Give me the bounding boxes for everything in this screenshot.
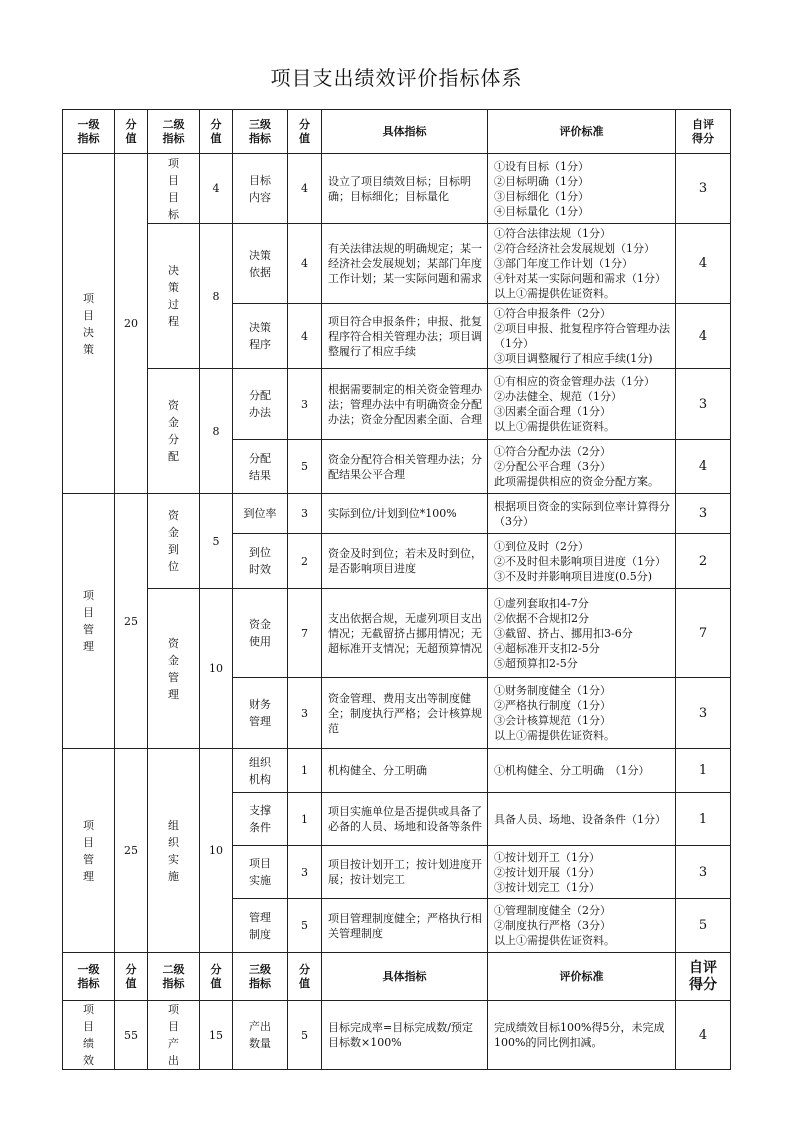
score2-cell: 5 bbox=[200, 494, 233, 589]
indicator-cell: 根据需要制定的相关资金管理办法；管理办法中有明确资金分配办法；资金分配因素全面、合理 bbox=[322, 369, 488, 440]
level1-cell: 项目绩效 bbox=[63, 1001, 115, 1070]
standard-cell: ①到位及时（2分） ②不及时但未影响项目进度（1分） ③不及时并影响项目进度(0.5分) bbox=[488, 534, 676, 589]
level3-cell: 项目实施 bbox=[233, 846, 288, 899]
indicator-table bbox=[62, 109, 731, 1070]
self-score-cell: 3 bbox=[676, 678, 731, 749]
score2-cell: 4 bbox=[200, 154, 233, 224]
score2-cell: 10 bbox=[200, 749, 233, 953]
header-indicator: 具体指标 bbox=[322, 953, 488, 1001]
header-indicator: 具体指标 bbox=[322, 110, 488, 154]
indicator-cell: 目标完成率=目标完成数/预定目标数×100% bbox=[322, 1001, 488, 1070]
indicator-cell: 资金分配符合相关管理办法；分配结果公平合理 bbox=[322, 440, 488, 494]
header-level2: 二级 指标 bbox=[148, 110, 200, 154]
score1-cell: 25 bbox=[115, 494, 148, 749]
level2-cell: 项目产出 bbox=[148, 1001, 200, 1070]
level3-cell: 决策程序 bbox=[233, 304, 288, 369]
indicator-cell: 项目符合申报条件；申报、批复程序符合相关管理办法；项目调整履行了相应手续 bbox=[322, 304, 488, 369]
score3-cell: 3 bbox=[288, 678, 322, 749]
level2-cell: 资金到位 bbox=[148, 494, 200, 589]
level2-cell: 资金管理 bbox=[148, 589, 200, 749]
standard-cell: ①财务制度健全（1分） ②严格执行制度（1分） ③会计核算规范（1分） 以上①需提供佐证资料。 bbox=[488, 678, 676, 749]
indicator-cell: 有关法律法规的明确规定；某一经济社会发展规划；某部门年度工作计划；某一实际问题和需求 bbox=[322, 224, 488, 304]
level2-cell: 项目目标 bbox=[148, 154, 200, 224]
score1-cell: 20 bbox=[115, 154, 148, 494]
indicator-cell: 支出依据合规，无虚列项目支出情况；无截留挤占挪用情况；无超标准开支情况；无超预算情况 bbox=[322, 589, 488, 678]
score3-cell: 2 bbox=[288, 534, 322, 589]
score1-cell: 25 bbox=[115, 749, 148, 953]
indicator-cell: 实际到位/计划到位*100% bbox=[322, 494, 488, 534]
indicator-cell: 项目管理制度健全；严格执行相关管理制度 bbox=[322, 899, 488, 953]
standard-cell: 具备人员、场地、设备条件（1分） bbox=[488, 793, 676, 846]
self-score-cell: 2 bbox=[676, 534, 731, 589]
indicator-cell: 资金管理、费用支出等制度健全；制度执行严格；会计核算规范 bbox=[322, 678, 488, 749]
header-score3: 分 值 bbox=[288, 110, 322, 154]
score3-cell: 3 bbox=[288, 846, 322, 899]
standard-cell: ①按计划开工（1分） ②按计划开展（1分） ③按计划完工（1分） bbox=[488, 846, 676, 899]
score3-cell: 5 bbox=[288, 899, 322, 953]
header-score2: 分 值 bbox=[200, 110, 233, 154]
standard-cell: ①设有目标（1分） ②目标明确（1分） ③目标细化（1分） ④目标量化（1分） bbox=[488, 154, 676, 224]
level3-cell: 到位时效 bbox=[233, 534, 288, 589]
score3-cell: 3 bbox=[288, 369, 322, 440]
indicator-cell: 项目按计划开工；按计划进度开展；按计划完工 bbox=[322, 846, 488, 899]
header-level1: 一级 指标 bbox=[63, 110, 115, 154]
score2-cell: 8 bbox=[200, 224, 233, 369]
indicator-cell: 项目实施单位是否提供或具备了必备的人员、场地和设备等条件 bbox=[322, 793, 488, 846]
score3-cell: 1 bbox=[288, 749, 322, 793]
table-row bbox=[63, 224, 731, 304]
standard-cell: ①机构健全、分工明确 （1分） bbox=[488, 749, 676, 793]
self-score-cell: 4 bbox=[676, 1001, 731, 1070]
level3-cell: 管理制度 bbox=[233, 899, 288, 953]
level3-cell: 资金使用 bbox=[233, 589, 288, 678]
page-title: 项目支出绩效评价指标体系 bbox=[270, 66, 523, 90]
self-score-cell: 3 bbox=[676, 846, 731, 899]
level3-cell: 组织机构 bbox=[233, 749, 288, 793]
header-level1: 一级 指标 bbox=[63, 953, 115, 1001]
level3-cell: 产出数量 bbox=[233, 1001, 288, 1070]
header-self-score: 自评 得分 bbox=[676, 110, 731, 154]
level2-cell: 组织实施 bbox=[148, 749, 200, 953]
self-score-cell: 3 bbox=[676, 154, 731, 224]
score1-cell: 55 bbox=[115, 1001, 148, 1070]
standard-cell: ①有相应的资金管理办法（1分） ②办法健全、规范（1分） ③因素全面合理（1分） 以上①需提供佐证资料。 bbox=[488, 369, 676, 440]
score3-cell: 5 bbox=[288, 440, 322, 494]
level1-cell: 项目管理 bbox=[63, 749, 115, 953]
self-score-cell: 4 bbox=[676, 224, 731, 304]
standard-cell: ①符合分配办法（2分） ②分配公平合理（3分） 此项需提供相应的资金分配方案。 bbox=[488, 440, 676, 494]
header-self-score: 自评 得分 bbox=[676, 953, 731, 1001]
self-score-cell: 4 bbox=[676, 304, 731, 369]
score3-cell: 7 bbox=[288, 589, 322, 678]
header-row bbox=[63, 110, 731, 154]
self-score-cell: 3 bbox=[676, 494, 731, 534]
indicator-cell: 机构健全、分工明确 bbox=[322, 749, 488, 793]
score3-cell: 4 bbox=[288, 304, 322, 369]
score3-cell: 3 bbox=[288, 494, 322, 534]
score3-cell: 5 bbox=[288, 1001, 322, 1070]
level3-cell: 分配办法 bbox=[233, 369, 288, 440]
header-row bbox=[63, 953, 731, 1001]
score2-cell: 15 bbox=[200, 1001, 233, 1070]
table-row bbox=[63, 154, 731, 224]
level2-cell: 决策过程 bbox=[148, 224, 200, 369]
score3-cell: 1 bbox=[288, 793, 322, 846]
self-score-cell: 1 bbox=[676, 749, 731, 793]
indicator-cell: 资金及时到位；若未及时到位，是否影响项目进度 bbox=[322, 534, 488, 589]
level2-cell: 资金分配 bbox=[148, 369, 200, 494]
standard-cell: ①符合申报条件（2分） ②项目申报、批复程序符合管理办法（1分） ③项目调整履行了相应手续(1分) bbox=[488, 304, 676, 369]
header-score1: 分 值 bbox=[115, 953, 148, 1001]
header-score1: 分 值 bbox=[115, 110, 148, 154]
self-score-cell: 7 bbox=[676, 589, 731, 678]
level3-cell: 决策依据 bbox=[233, 224, 288, 304]
header-level2: 二级 指标 bbox=[148, 953, 200, 1001]
table-row bbox=[63, 1001, 731, 1070]
header-score3: 分 值 bbox=[288, 953, 322, 1001]
table-row bbox=[63, 494, 731, 534]
standard-cell: ①管理制度健全（2分） ②制度执行严格（3分） 以上①需提供佐证资料。 bbox=[488, 899, 676, 953]
level1-cell: 项目决策 bbox=[63, 154, 115, 494]
self-score-cell: 4 bbox=[676, 440, 731, 494]
level1-cell: 项目管理 bbox=[63, 494, 115, 749]
level3-cell: 支撑条件 bbox=[233, 793, 288, 846]
self-score-cell: 5 bbox=[676, 899, 731, 953]
header-score2: 分 值 bbox=[200, 953, 233, 1001]
standard-cell: 完成绩效目标100%得5分，未完成100%的同比例扣减。 bbox=[488, 1001, 676, 1070]
header-level3: 三级 指标 bbox=[233, 953, 288, 1001]
standard-cell: ①符合法律法规（1分） ②符合经济社会发展规划（1分） ③部门年度工作计划（1分） ④针对某一实际问题和需求（1分） 以上①需提供佐证资料。 bbox=[488, 224, 676, 304]
score3-cell: 4 bbox=[288, 224, 322, 304]
header-level3: 三级 指标 bbox=[233, 110, 288, 154]
score2-cell: 8 bbox=[200, 369, 233, 494]
header-standard: 评价标准 bbox=[488, 110, 676, 154]
table-row bbox=[63, 369, 731, 440]
table-row bbox=[63, 749, 731, 793]
self-score-cell: 1 bbox=[676, 793, 731, 846]
indicator-cell: 设立了项目绩效目标；目标明确；目标细化；目标量化 bbox=[322, 154, 488, 224]
level3-cell: 到位率 bbox=[233, 494, 288, 534]
level3-cell: 分配结果 bbox=[233, 440, 288, 494]
self-score-cell: 3 bbox=[676, 369, 731, 440]
score2-cell: 10 bbox=[200, 589, 233, 749]
level3-cell: 财务管理 bbox=[233, 678, 288, 749]
standard-cell: ①虚列套取扣4-7分 ②依据不合规扣2分 ③截留、挤占、挪用扣3-6分 ④超标准开支扣2-5分 ⑤超预算扣2-5分 bbox=[488, 589, 676, 678]
level3-cell: 目标内容 bbox=[233, 154, 288, 224]
header-standard: 评价标准 bbox=[488, 953, 676, 1001]
table-row bbox=[63, 589, 731, 678]
standard-cell: 根据项目资金的实际到位率计算得分（3分） bbox=[488, 494, 676, 534]
score3-cell: 4 bbox=[288, 154, 322, 224]
